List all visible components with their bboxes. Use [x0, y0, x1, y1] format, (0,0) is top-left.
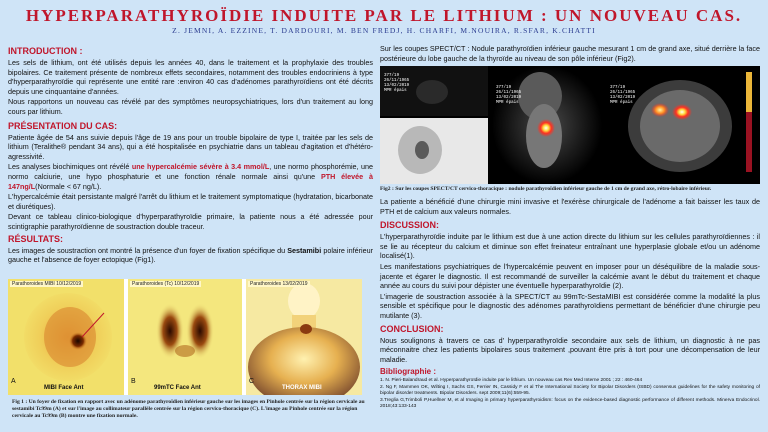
authors: Z. JEMNI, A. EZZINE, T. DARDOURI, M. BEN FREDJ, H. CHARFI, M.NOUIRA, R.SFAR, K.CHATTI	[172, 26, 596, 35]
thorax-scan-image	[246, 279, 362, 395]
conclusion-heading: CONCLUSION:	[380, 323, 444, 334]
p2-pre: Les analyses biochimiques ont révélé	[8, 162, 132, 172]
conclusion-paragraph: Nous soulignons à travers ce cas d' hyperparathyroïdie secondaire aux sels de lithium, un diagnostic à ne pas méconnaitre chez les patients bipolaires sous traitement ,pouvant être pris à tort pour une décompensation de leur maladie.	[380, 335, 760, 364]
panel-c-letter: C	[249, 378, 255, 385]
panel-b-tag: Parathoroides (Tc) 10/12/2019	[132, 281, 200, 287]
fig2-overlay-b: 377/19 26/11/1965 13/02/2019 MPR épais	[496, 86, 522, 105]
figure-2-caption: Fig2 : Sur les coupes SPECT/CT cervico-thoracique : nodule parathyroïdien inférieur gauche de 1 cm de grand axe, rétro-lobaire inférieur.	[380, 186, 712, 192]
scan-panel-a	[8, 279, 124, 395]
surgery-text: La patiente a bénéficié d'une chirurgie mini invasive et l'exérèse chirurgicale de l'adénome a fait baisser les taux de PTH et de calcium aux valeurs normales.	[380, 197, 760, 216]
reference-2: 2. Ng F, Mammen OK, Wilting I, Sachs GS, Ferrier IN, Cassidy F et al The International Society for Bipolar Disorders (ISBD) consensus guidelines for the safety monitoring of bipolar disorder treatments. Bipolar Disorders. sept 2009;11(6):559-95.	[380, 384, 760, 396]
discussion-paragraph-1: L'hyperparathyroïdie induite par le lithium est due à une action directe du lithium sur les cellules parathyroïdiennes : il se lie au récepteur du calcium et diminue son effet freinateur entraînant une hyperplasie globale et/ou un adénome localisé(1).	[380, 232, 760, 261]
presentation-heading: PRÉSENTATION DU CAS:	[8, 120, 118, 131]
introduction-paragraph-1: Les sels de lithium, ont été utilisés depuis les années 40, dans le traitement et la prophylaxie des troubles bipolaires. Ce traitement présente de nombreux effets secondaires, notamment des troubles endocriniens à type d'hyperparathyroïdie qui représente une entité rare :environ 40 cas d'adénomes parathyroïdiens ont été décrits depuis une cinquantaine d'années.	[8, 58, 373, 96]
p2-mid: , une normo phosphorémie, une normo calciurie, une hypo phosphaturie et une fonction rénale normale ainsi qu'une	[8, 162, 373, 181]
panel-a-label: MIBI Face Ant	[44, 385, 84, 391]
panel-a-letter: A	[11, 378, 16, 385]
panel-a-tag: Parathoroides MIBI 10/12/2019	[12, 281, 82, 287]
bibliographie-list	[380, 378, 760, 410]
scan-panel-b	[128, 279, 242, 395]
reference-3: 3.Treglia G,Trimboli P,Huellner M, et al Imaging in primary hyperparathyroidism: focus on the evidence-based diagnostic performance of different methods. Minerva Endocrinol. 2018;43:133-143	[380, 397, 760, 409]
fig2-overlay-a: 377/19 26/11/1965 13/02/2019 MPR épais	[384, 74, 410, 93]
spect-ct-images	[380, 66, 760, 184]
discussion-heading: DISCUSSION:	[380, 220, 440, 231]
figure-1-caption: Fig 1 : Un foyer de fixation en rapport avec un adénome parathyroïdien inférieur gauche sur les images en Pinhole centrée sur la région cervicale au sestamibi Tc99m (A) et sur l'image au collimateur parallèle centrée sur la région cervico-thoracique (C). L'image au Pinhole centrée sur la région cervicale au Tc99m (B) montre une fixation normale.	[12, 399, 365, 419]
left-column	[8, 44, 373, 266]
fig2-overlay-c: 377/19 26/11/1965 13/02/2019 MPR épais	[610, 86, 636, 105]
presentation-paragraph-1: Patiente âgée de 54 ans suivie depuis l'âge de 19 ans pour un trouble bipolaire de type I, traitée par les sels de lithium (Teralithe® pendant 34 ans), qui a été hospitalisée en psychiatrie dans un tableau d'agitation et d'hétéro-agressivité.	[8, 132, 373, 161]
pth-highlight: PTH élevée à 147ng/L	[8, 171, 373, 191]
discussion-paragraph-2: Les manifestations psychiatriques de l'hypercalcémie peuvent en imposer pour un déséquilibre de la maladie sous-jacente et égarer le diagnostic. Il est recommandé de surveiller la calcémie avant le début du traitement et chaque année au cours du suivi pour dépister une éventuelle hyperparathyroïdie (2).	[380, 261, 760, 291]
figure-1	[8, 279, 362, 395]
poster-title: HYPERPARATHYROÏDIE INDUITE PAR LE LITHIUM : UN NOUVEAU CAS.	[25, 6, 743, 25]
spect-text: Sur les coupes SPECT/CT : Nodule parathyroïdien inférieur gauche mesurant 1 cm de grand axe, situé derrière la face postérieure du lobe gauche de la thyroïde au niveau de son pôle inférieur (Fig2).	[380, 44, 760, 63]
hypercalcemie-highlight: une hypercalcémie sévère à 3.4 mmol/L	[131, 162, 270, 172]
introduction-heading: INTRODUCTION :	[8, 46, 83, 56]
presentation-paragraph-4: Devant ce tableau clinico-biologique d'hyperparathyroïdie primaire, la patiente nous a été adressée pour scintigraphie parathyroïdienne de soustraction double traceur.	[8, 212, 373, 231]
resultats-heading: RÉSULTATS:	[8, 233, 63, 244]
bibliographie-heading: Bibliographie :	[380, 367, 436, 377]
technetium-scan-image	[128, 279, 242, 395]
panel-c-label: THORAX MIBI	[282, 385, 322, 391]
right-column-top	[380, 44, 760, 64]
introduction-paragraph-2: Nous rapportons un nouveau cas révélé par des symptômes neuropsychiatriques, lors d'un traitement au long cours par lithium.	[8, 97, 373, 116]
mibi-scan-image	[8, 279, 124, 395]
presentation-paragraph-3: L'hypercalcémie était persistante malgré l'arrêt du lithium et le traitement symptomatique (hydratation, bicarbonate et diurétiques).	[8, 192, 373, 211]
resultats-paragraph	[8, 246, 373, 265]
scan-panel-c	[246, 279, 362, 395]
panel-c-tag: Parathoroides 13/02/2019	[250, 281, 308, 287]
p2-post: (Normale < 67 ng/L).	[35, 181, 102, 191]
resultats-pre: Les images de soustraction ont montré la présence d'un foyer de fixation spécifique du	[8, 245, 288, 255]
sestamibi-bold: Sestamibi	[287, 245, 322, 255]
resultats-post: polaire inférieur gauche et l'absence de foyer ectopique (Fig1).	[8, 245, 373, 265]
reference-1: 1. N. Pieri-Balandraud et al. Hyperparathyroïdie induite par le lithium. Un nouveau cas Rev Med Interne 2001 ; 22 : 460-464	[380, 377, 643, 383]
discussion-paragraph-3: L'imagerie de soustraction associée à la SPECT/CT au 99mTc-SestaMIBI est considérée comme la modalité la plus sensible et spécifique pour le diagnostic des adénomes parathyroïdiens permettant de bénéficier d'une chirurgie peu mutilante (3).	[380, 291, 760, 320]
right-column-bottom	[380, 197, 760, 411]
figure-2	[380, 66, 760, 184]
panel-b-letter: B	[131, 378, 136, 385]
panel-b-label: 99mTC Face Ant	[154, 385, 201, 391]
presentation-paragraph-2	[8, 162, 373, 191]
